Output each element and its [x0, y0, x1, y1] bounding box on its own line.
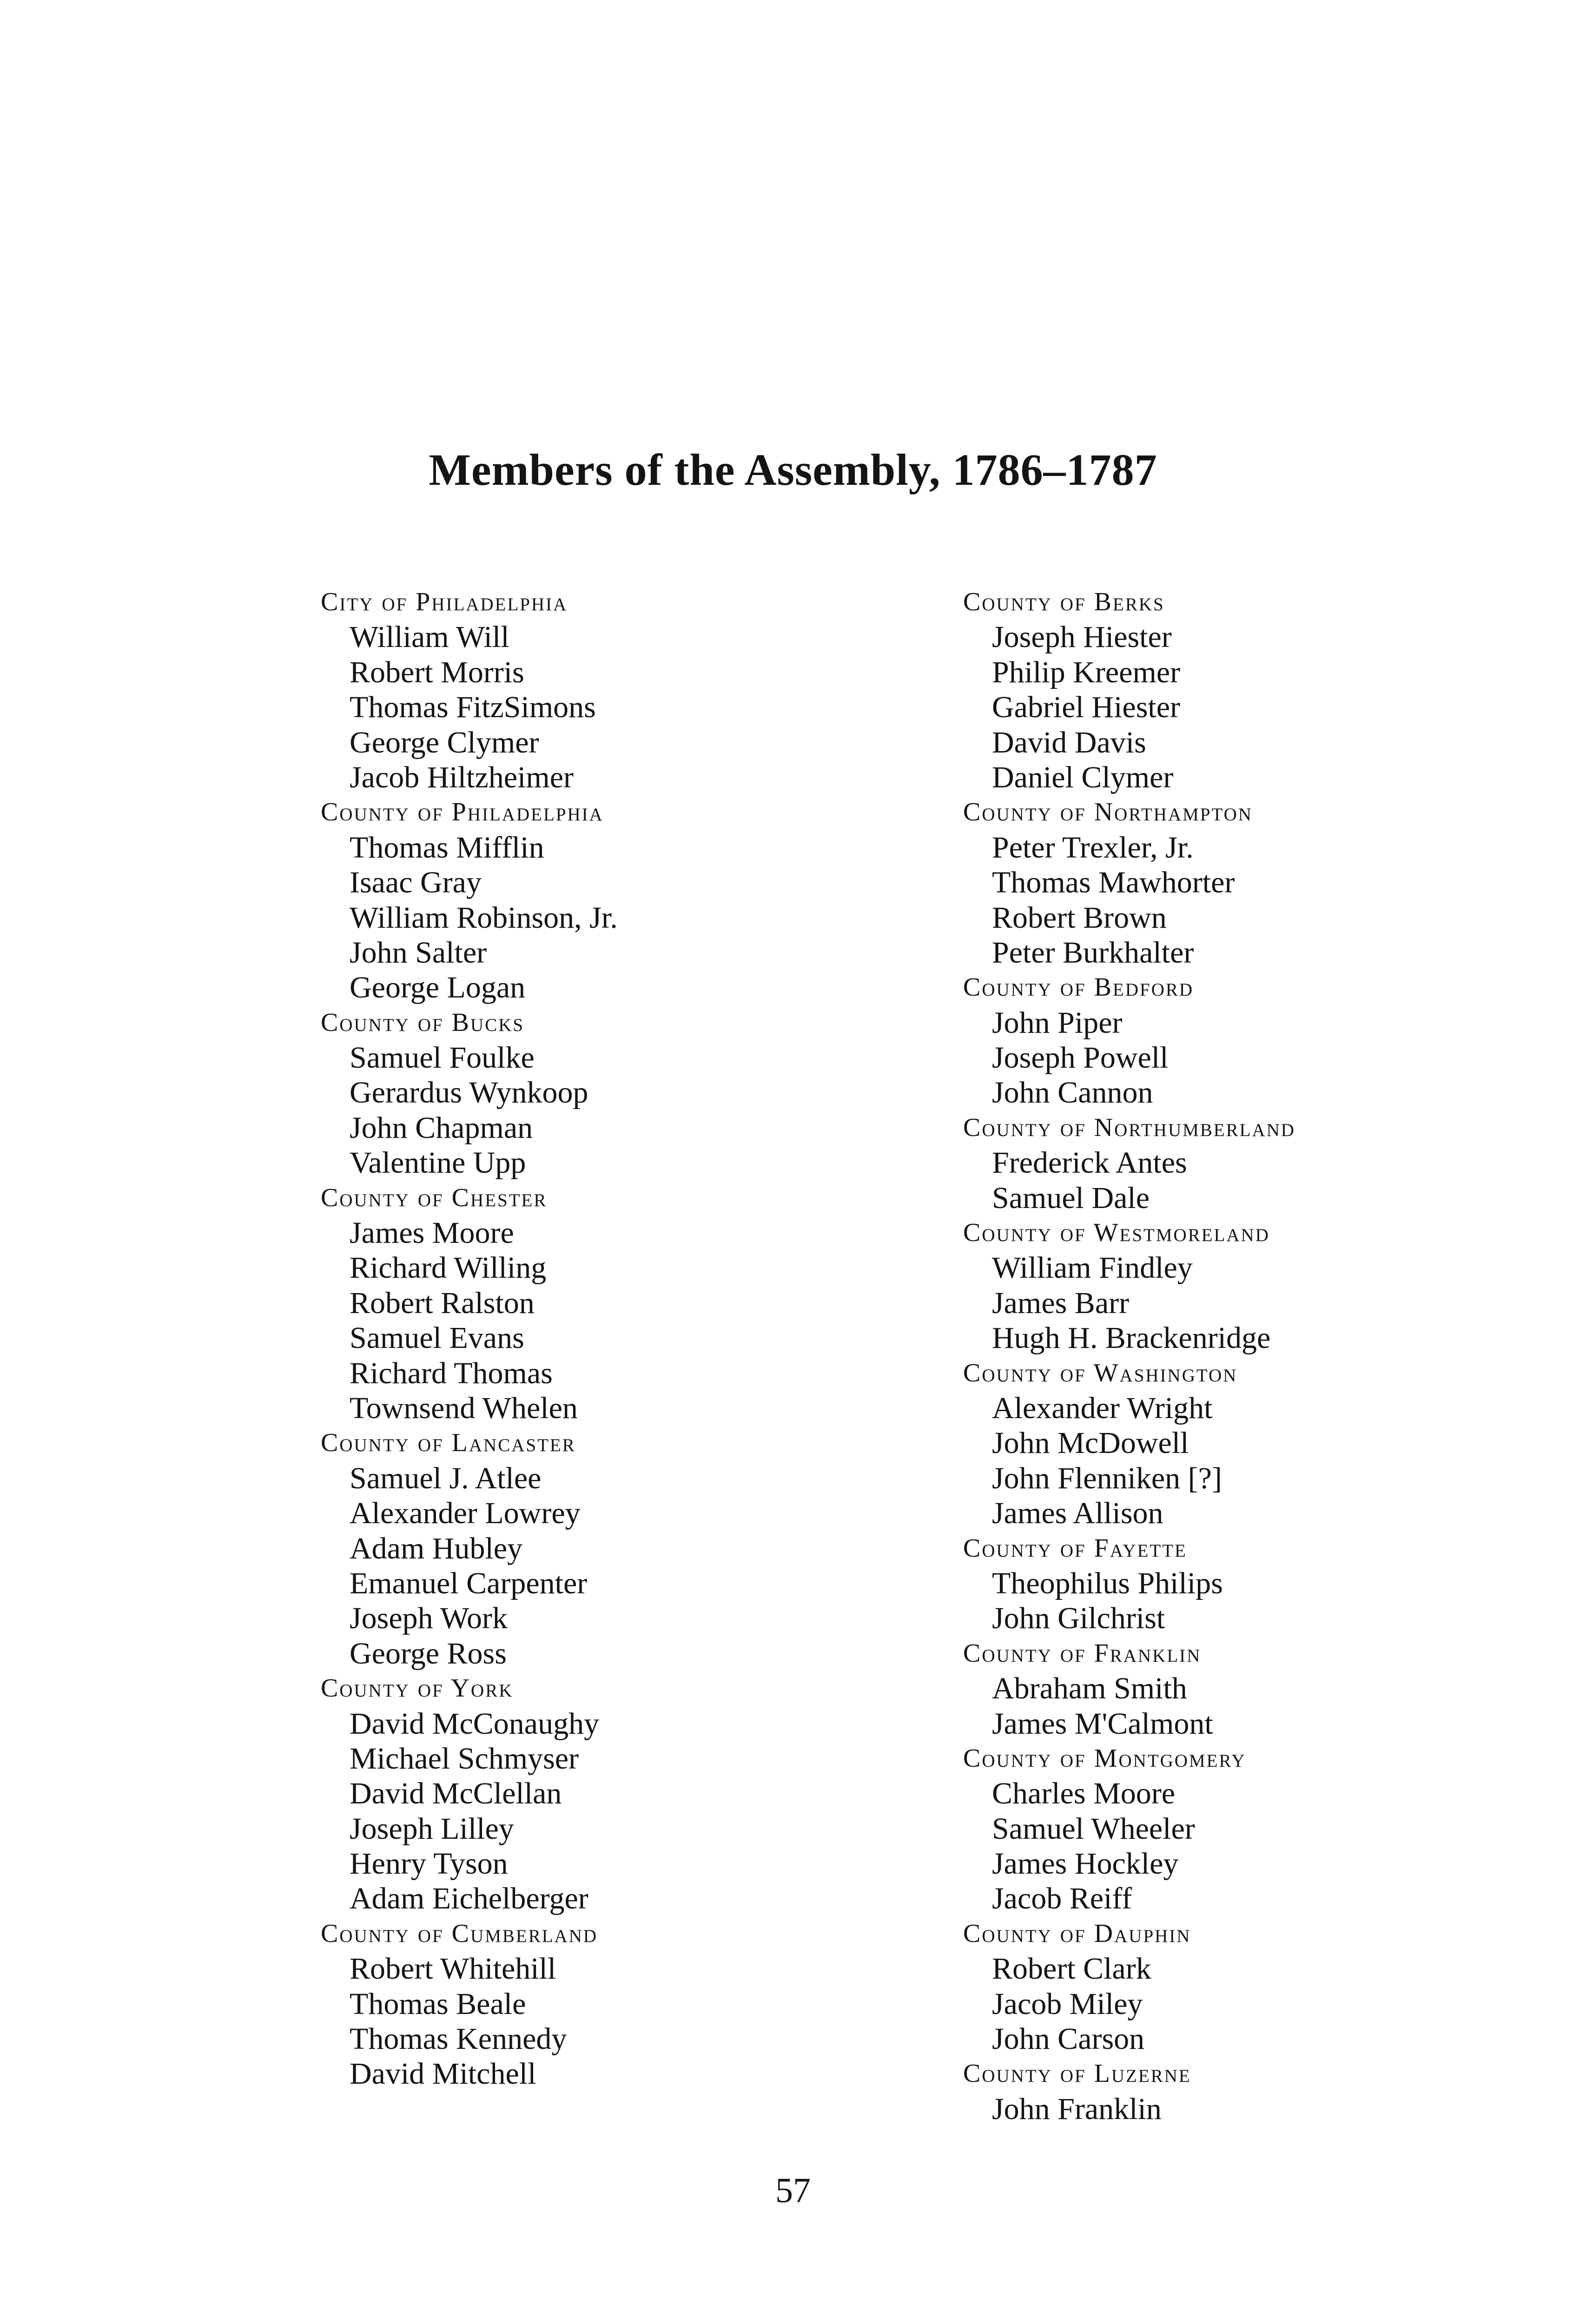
member-name: Samuel Foulke	[350, 1041, 535, 1075]
member-name: Thomas Mawhorter	[992, 865, 1235, 900]
member-name: Robert Clark	[992, 1952, 1151, 1986]
member-name: Joseph Hiester	[992, 620, 1172, 654]
left-column	[321, 585, 879, 2092]
member-name: Joseph Lilley	[350, 1811, 514, 1846]
member-name: John Franklin	[992, 2092, 1162, 2126]
member-name: John Chapman	[350, 1110, 533, 1145]
member-name: Gerardus Wynkoop	[350, 1076, 588, 1110]
member-name: George Ross	[350, 1636, 507, 1670]
county-heading: County of Lancaster	[321, 1428, 576, 1458]
member-name: James M'Calmont	[992, 1706, 1213, 1741]
member-name: Joseph Work	[350, 1601, 508, 1636]
member-name: David McClellan	[350, 1776, 562, 1811]
member-name: Peter Burkhalter	[992, 935, 1194, 970]
member-name: John Gilchrist	[992, 1601, 1165, 1636]
county-heading: County of Chester	[321, 1183, 548, 1212]
county-heading: County of York	[321, 1674, 514, 1703]
member-name: Alexander Lowrey	[350, 1496, 581, 1531]
member-name: James Hockley	[992, 1847, 1179, 1881]
member-name: Adam Eichelberger	[350, 1882, 588, 1916]
member-name: Samuel Dale	[992, 1181, 1150, 1215]
member-name: Thomas Kennedy	[350, 2022, 567, 2056]
member-name: John McDowell	[992, 1426, 1189, 1460]
county-heading: County of Cumberland	[321, 1919, 598, 1948]
member-name: Michael Schmyser	[350, 1741, 579, 1776]
right-column	[963, 585, 1521, 2126]
county-heading: County of Luzerne	[963, 2059, 1191, 2088]
member-name: Thomas Beale	[350, 1987, 526, 2021]
member-name: Valentine Upp	[350, 1146, 526, 1180]
member-name: James Allison	[992, 1496, 1163, 1531]
member-name: Philip Kreemer	[992, 655, 1181, 689]
county-heading: County of Westmoreland	[963, 1218, 1270, 1248]
member-name: Henry Tyson	[350, 1847, 508, 1881]
member-name: David Mitchell	[350, 2057, 536, 2091]
member-name: Jacob Hiltzheimer	[350, 760, 574, 794]
member-name: David McConaughy	[350, 1706, 600, 1741]
member-name: Peter Trexler, Jr.	[992, 830, 1194, 865]
member-name: John Carson	[992, 2022, 1145, 2056]
member-name: Charles Moore	[992, 1776, 1176, 1811]
member-name: Hugh H. Brackenridge	[992, 1321, 1271, 1355]
county-heading: County of Northampton	[963, 798, 1253, 827]
member-name: Richard Willing	[350, 1251, 547, 1285]
member-name: Jacob Reiff	[992, 1882, 1132, 1916]
member-name: Abraham Smith	[992, 1671, 1187, 1706]
member-name: Emanuel Carpenter	[350, 1566, 588, 1600]
county-heading: County of Berks	[963, 588, 1165, 616]
member-name: Theophilus Philips	[992, 1566, 1223, 1600]
county-heading: County of Bedford	[963, 973, 1194, 1002]
county-heading: County of Montgomery	[963, 1743, 1246, 1773]
member-name: Robert Brown	[992, 900, 1167, 935]
county-heading: County of Bucks	[321, 1008, 525, 1037]
page-number: 57	[775, 2171, 811, 2210]
member-name: Samuel J. Atlee	[350, 1461, 542, 1495]
member-name: William Will	[350, 620, 509, 654]
county-heading: County of Dauphin	[963, 1919, 1191, 1948]
member-name: Robert Whitehill	[350, 1952, 556, 1986]
member-name: Isaac Gray	[350, 865, 482, 900]
member-name: Samuel Wheeler	[992, 1811, 1195, 1846]
member-name: James Moore	[350, 1216, 514, 1250]
member-name: Thomas FitzSimons	[350, 690, 596, 725]
member-name: John Piper	[992, 1005, 1123, 1040]
page-title: Members of the Assembly, 1786–1787	[429, 445, 1157, 495]
member-name: Joseph Powell	[992, 1041, 1169, 1075]
member-name: David Davis	[992, 725, 1146, 759]
member-name: Alexander Wright	[992, 1391, 1213, 1425]
member-name: John Cannon	[992, 1076, 1153, 1110]
county-heading: County of Fayette	[963, 1533, 1187, 1563]
member-name: Townsend Whelen	[350, 1391, 578, 1425]
member-name: William Findley	[992, 1251, 1193, 1285]
member-name: Richard Thomas	[350, 1356, 553, 1390]
member-name: George Clymer	[350, 725, 539, 759]
member-name: Samuel Evans	[350, 1321, 524, 1355]
member-name: Robert Morris	[350, 655, 524, 689]
member-name: Gabriel Hiester	[992, 690, 1180, 725]
county-heading: County of Philadelphia	[321, 798, 604, 827]
member-name: Frederick Antes	[992, 1146, 1187, 1180]
member-name: Robert Ralston	[350, 1286, 535, 1320]
member-name: Daniel Clymer	[992, 760, 1174, 794]
member-name: George Logan	[350, 971, 526, 1005]
member-name: John Salter	[350, 935, 487, 970]
member-name: John Flenniken [?]	[992, 1461, 1222, 1495]
member-name: Adam Hubley	[350, 1531, 523, 1565]
member-name: William Robinson, Jr.	[350, 900, 618, 935]
member-name: Thomas Mifflin	[350, 830, 544, 865]
county-heading: County of Franklin	[963, 1638, 1202, 1668]
county-heading: County of Northumberland	[963, 1113, 1295, 1142]
county-heading: City of Philadelphia	[321, 588, 568, 616]
member-name: Jacob Miley	[992, 1987, 1143, 2021]
county-heading: County of Washington	[963, 1358, 1238, 1387]
member-name: James Barr	[992, 1286, 1130, 1320]
